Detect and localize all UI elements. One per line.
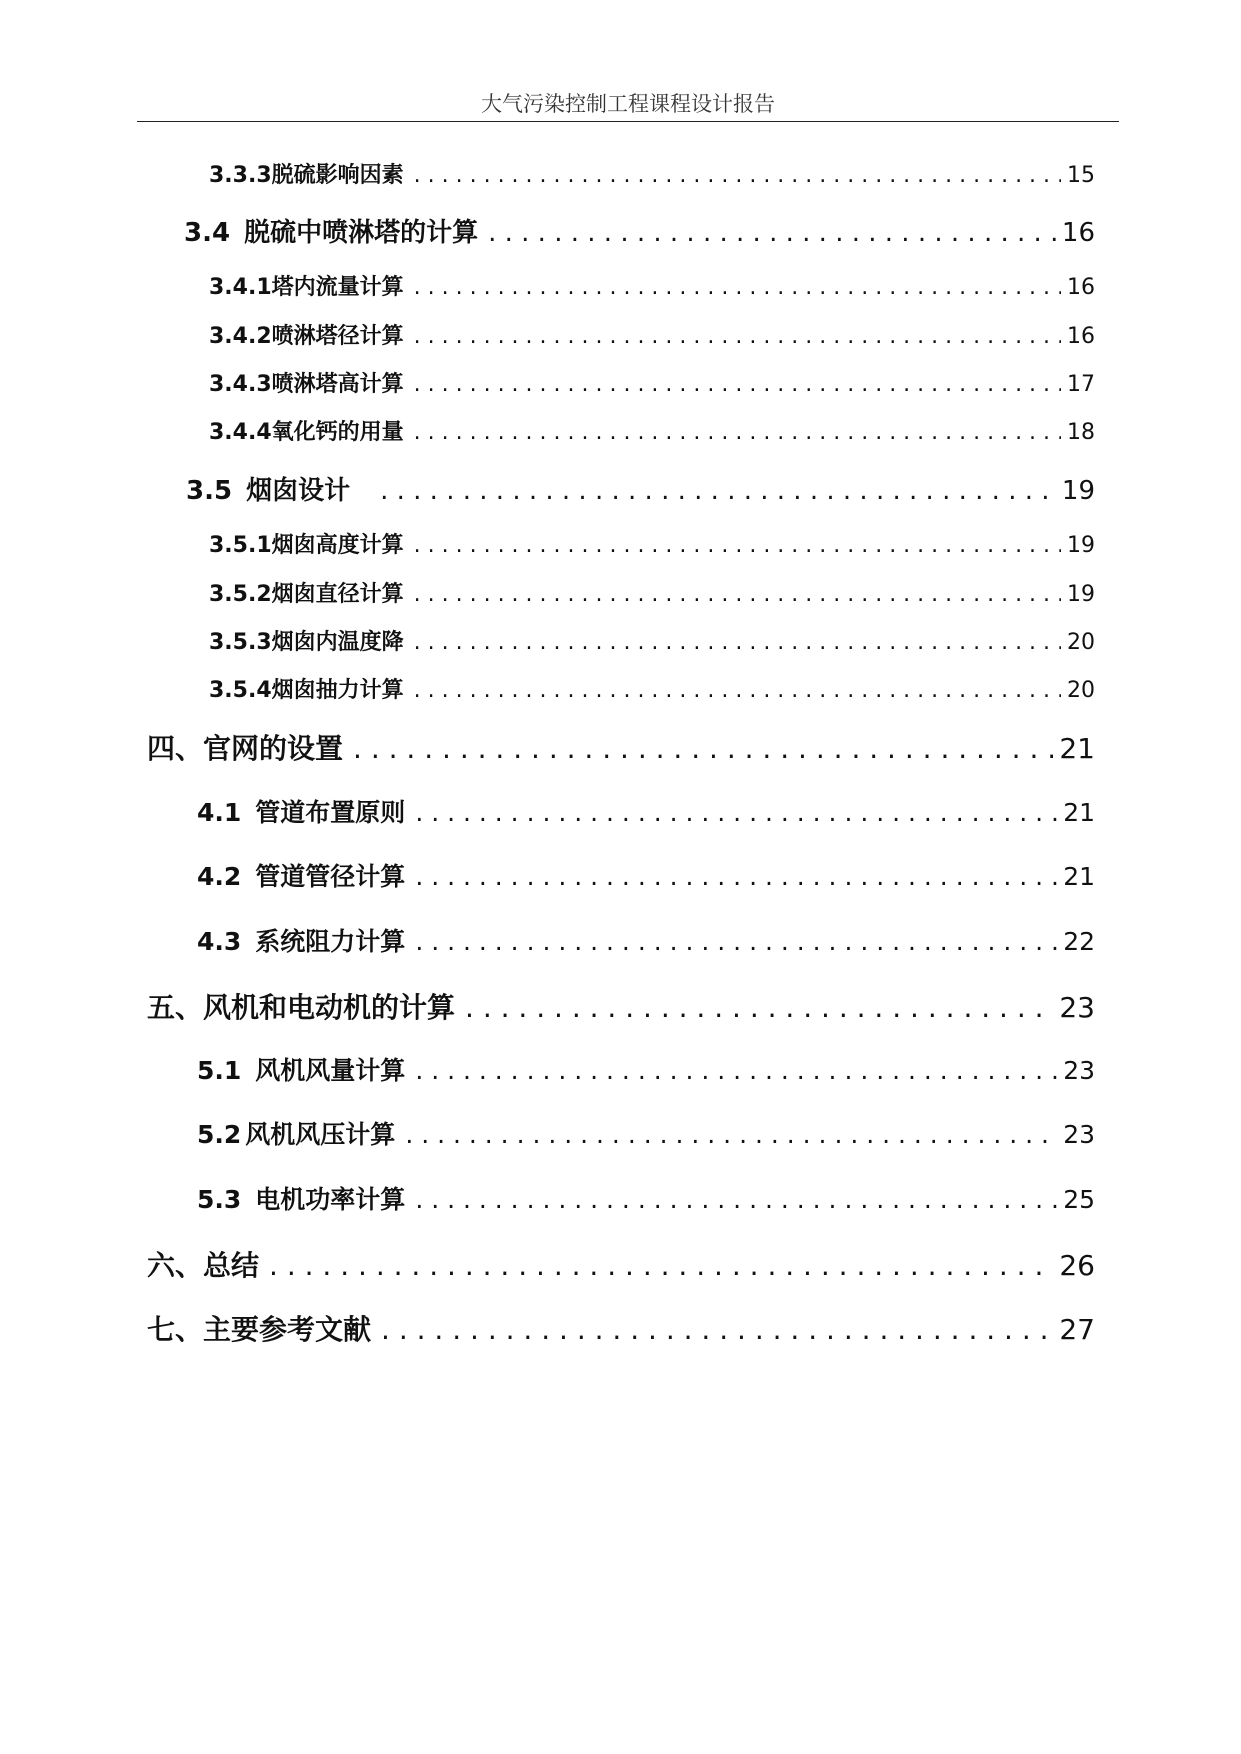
toc-entry-number: 3.5.4: [209, 678, 272, 703]
toc-entry[interactable]: [197, 1115, 1095, 1151]
toc-entry-number: 4.1: [197, 798, 242, 827]
dot-leader: [414, 275, 1061, 300]
dot-leader: [414, 630, 1061, 655]
toc-entry-number: 3.5: [186, 476, 233, 506]
dot-leader: [414, 582, 1061, 607]
dot-leader: [415, 1056, 1057, 1085]
toc-entry-number: 3.4.2: [209, 324, 272, 349]
toc-entry[interactable]: [209, 415, 1095, 446]
toc-entry-number: 3.5.3: [209, 630, 272, 655]
toc-entry-number: 4.2: [197, 862, 242, 891]
toc-entry-page: 16: [1061, 218, 1095, 248]
toc-entry[interactable]: [209, 625, 1095, 656]
toc-entry[interactable]: [197, 1051, 1095, 1087]
dot-leader: [414, 533, 1061, 558]
toc-entry-title: 喷淋塔径计算: [271, 324, 404, 349]
toc-entry-page: 23: [1063, 1120, 1095, 1149]
dot-leader: [414, 372, 1061, 397]
toc-entry[interactable]: [186, 470, 1095, 507]
toc-entry-number: 5.1: [197, 1056, 242, 1085]
toc-entry-page: 21: [1063, 798, 1095, 827]
toc-entry[interactable]: [147, 727, 1095, 767]
toc-entry-title: 管道布置原则: [255, 798, 406, 827]
toc-entry-page: 23: [1059, 991, 1095, 1024]
dot-leader: [415, 1185, 1057, 1214]
dot-leader: [415, 927, 1057, 956]
toc-entry-title: 氧化钙的用量: [271, 420, 404, 445]
toc-entry-title: 喷淋塔高计算: [271, 372, 404, 397]
toc-entry-title: 七、主要参考文献: [147, 1313, 372, 1346]
toc-entry-title: 脱硫影响因素: [271, 163, 404, 188]
dot-leader: [380, 476, 1056, 506]
toc-entry-title: 四、官网的设置: [147, 732, 344, 765]
toc-entry[interactable]: [147, 986, 1095, 1026]
toc-entry-page: 20: [1067, 630, 1095, 655]
dot-leader: [414, 324, 1061, 349]
toc-entry[interactable]: [209, 367, 1095, 398]
toc-entry-number: 3.4.1: [209, 275, 272, 300]
toc-entry[interactable]: [209, 270, 1095, 301]
toc-entry-page: 22: [1063, 927, 1095, 956]
toc-entry-title: 风机风压计算: [245, 1120, 396, 1149]
toc-entry[interactable]: [147, 1308, 1095, 1348]
toc-entry-page: 27: [1059, 1313, 1095, 1346]
page-header: 大气污染控制工程课程设计报告: [481, 92, 775, 116]
dot-leader: [415, 862, 1057, 891]
dot-leader: [405, 1120, 1057, 1149]
toc-entry-title: 管道管径计算: [255, 862, 406, 891]
toc-entry[interactable]: [197, 793, 1095, 829]
toc-entry-title: 烟囱设计: [246, 476, 351, 506]
toc-entry-page: 23: [1063, 1056, 1095, 1085]
toc-entry-number: 3.3.3: [209, 163, 272, 188]
toc-entry-page: 16: [1067, 275, 1095, 300]
toc-entry-page: 19: [1061, 476, 1095, 506]
toc-entry-number: 3.4.3: [209, 372, 272, 397]
toc-entry-title: 烟囱直径计算: [271, 582, 404, 607]
toc-entry[interactable]: [209, 158, 1095, 189]
toc-entry-title: 五、风机和电动机的计算: [147, 991, 456, 1024]
toc-entry[interactable]: [197, 1180, 1095, 1216]
dot-leader: [269, 1249, 1053, 1282]
toc-entry-number: 5.2: [197, 1120, 242, 1149]
toc-entry-title: 烟囱内温度降: [271, 630, 404, 655]
toc-entry-title: 脱硫中喷淋塔的计算: [244, 218, 479, 248]
toc-entry-page: 21: [1063, 862, 1095, 891]
toc-entry-number: 3.4.4: [209, 420, 272, 445]
toc-entry-page: 19: [1067, 582, 1095, 607]
toc-entry[interactable]: [184, 212, 1095, 249]
toc-entry-title: 六、总结: [147, 1249, 260, 1282]
toc-entry[interactable]: [209, 577, 1095, 608]
dot-leader: [415, 798, 1057, 827]
toc-entry[interactable]: [209, 673, 1095, 704]
toc-entry[interactable]: [197, 857, 1095, 893]
dot-leader: [414, 678, 1061, 703]
toc-entry-page: 19: [1067, 533, 1095, 558]
toc-entry-number: 3.5.1: [209, 533, 272, 558]
toc-entry-number: 5.3: [197, 1185, 242, 1214]
toc-entry-title: 系统阻力计算: [255, 927, 406, 956]
dot-leader: [465, 991, 1053, 1024]
dot-leader: [414, 420, 1061, 445]
toc-entry-title: 风机风量计算: [255, 1056, 406, 1085]
dot-leader: [381, 1313, 1053, 1346]
dot-leader: [488, 218, 1056, 248]
toc-entry-page: 15: [1067, 163, 1095, 188]
toc-entry-page: 16: [1067, 324, 1095, 349]
toc-entry-number: 3.5.2: [209, 582, 272, 607]
toc-entry-page: 17: [1067, 372, 1095, 397]
toc-entry-page: 26: [1059, 1249, 1095, 1282]
toc-entry-title: 烟囱抽力计算: [271, 678, 404, 703]
toc-entry-title: 电机功率计算: [255, 1185, 406, 1214]
toc-entry-number: 4.3: [197, 927, 242, 956]
toc-entry-title: 塔内流量计算: [271, 275, 404, 300]
toc-entry[interactable]: [209, 528, 1095, 559]
toc-entry[interactable]: [209, 319, 1095, 350]
toc-entry[interactable]: [147, 1244, 1095, 1284]
toc-entry-page: 21: [1059, 732, 1095, 765]
toc-entry[interactable]: [197, 922, 1095, 958]
toc-entry-page: 18: [1067, 420, 1095, 445]
toc-entry-page: 20: [1067, 678, 1095, 703]
toc-entry-page: 25: [1063, 1185, 1095, 1214]
toc-entry-title: 烟囱高度计算: [271, 533, 404, 558]
dot-leader: [414, 163, 1061, 188]
toc-entry-number: 3.4: [184, 218, 231, 248]
dot-leader: [353, 732, 1053, 765]
